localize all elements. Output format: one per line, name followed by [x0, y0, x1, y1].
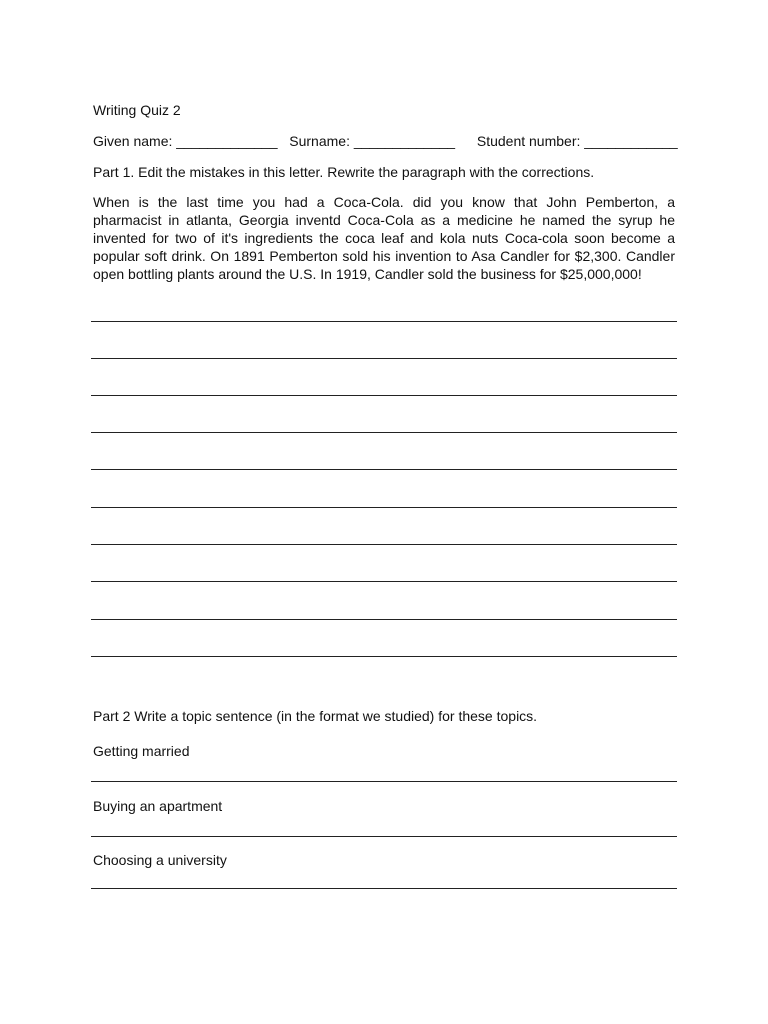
part1-instruction: Part 1. Edit the mistakes in this letter. Rewrite the paragraph with the corrections. [93, 164, 595, 180]
answer-line[interactable] [91, 432, 677, 433]
topic-prompt: Getting married [93, 743, 190, 759]
answer-line[interactable] [91, 321, 677, 322]
answer-line[interactable] [91, 358, 677, 359]
answer-line[interactable] [91, 581, 677, 582]
paragraph-line: open bottling plants around the U.S. In 1919, Candler sold the business for $25,000,000! [93, 266, 642, 282]
answer-line[interactable] [91, 469, 677, 470]
paragraph-line: When is the last time you had a Coca-Cola. did you know that John Pemberton, a [93, 194, 675, 210]
answer-line[interactable] [91, 656, 677, 657]
answer-line[interactable] [91, 619, 677, 620]
quiz-title: Writing Quiz 2 [93, 102, 181, 118]
topic-prompt: Buying an apartment [93, 798, 223, 814]
topic-prompt: Choosing a university [93, 852, 227, 868]
paragraph-line: invented for two of it's ingredients the coca leaf and kola nuts Coca-cola soon become a [93, 230, 675, 246]
part2-instruction: Part 2 Write a topic sentence (in the format we studied) for these topics. [93, 708, 538, 724]
student-number-field[interactable]: Student number: ____________ [476, 133, 678, 149]
topic-answer-line[interactable] [91, 781, 677, 782]
topic-answer-line[interactable] [91, 836, 677, 837]
given-name-field[interactable]: Given name: _____________ [93, 133, 278, 149]
paragraph-line: popular soft drink. On 1891 Pemberton sold his invention to Asa Candler for $2,300. Candler [93, 248, 675, 264]
student-info-fields [93, 132, 678, 150]
answer-line[interactable] [91, 507, 677, 508]
paragraph-line: pharmacist in atlanta, Georgia inventd Coca-Cola as a medicine he named the syrup he [93, 212, 675, 228]
answer-line[interactable] [91, 544, 677, 545]
topic-answer-line[interactable] [91, 888, 677, 889]
answer-line[interactable] [91, 395, 677, 396]
surname-field[interactable]: Surname: _____________ [289, 133, 456, 149]
error-paragraph [93, 193, 675, 283]
